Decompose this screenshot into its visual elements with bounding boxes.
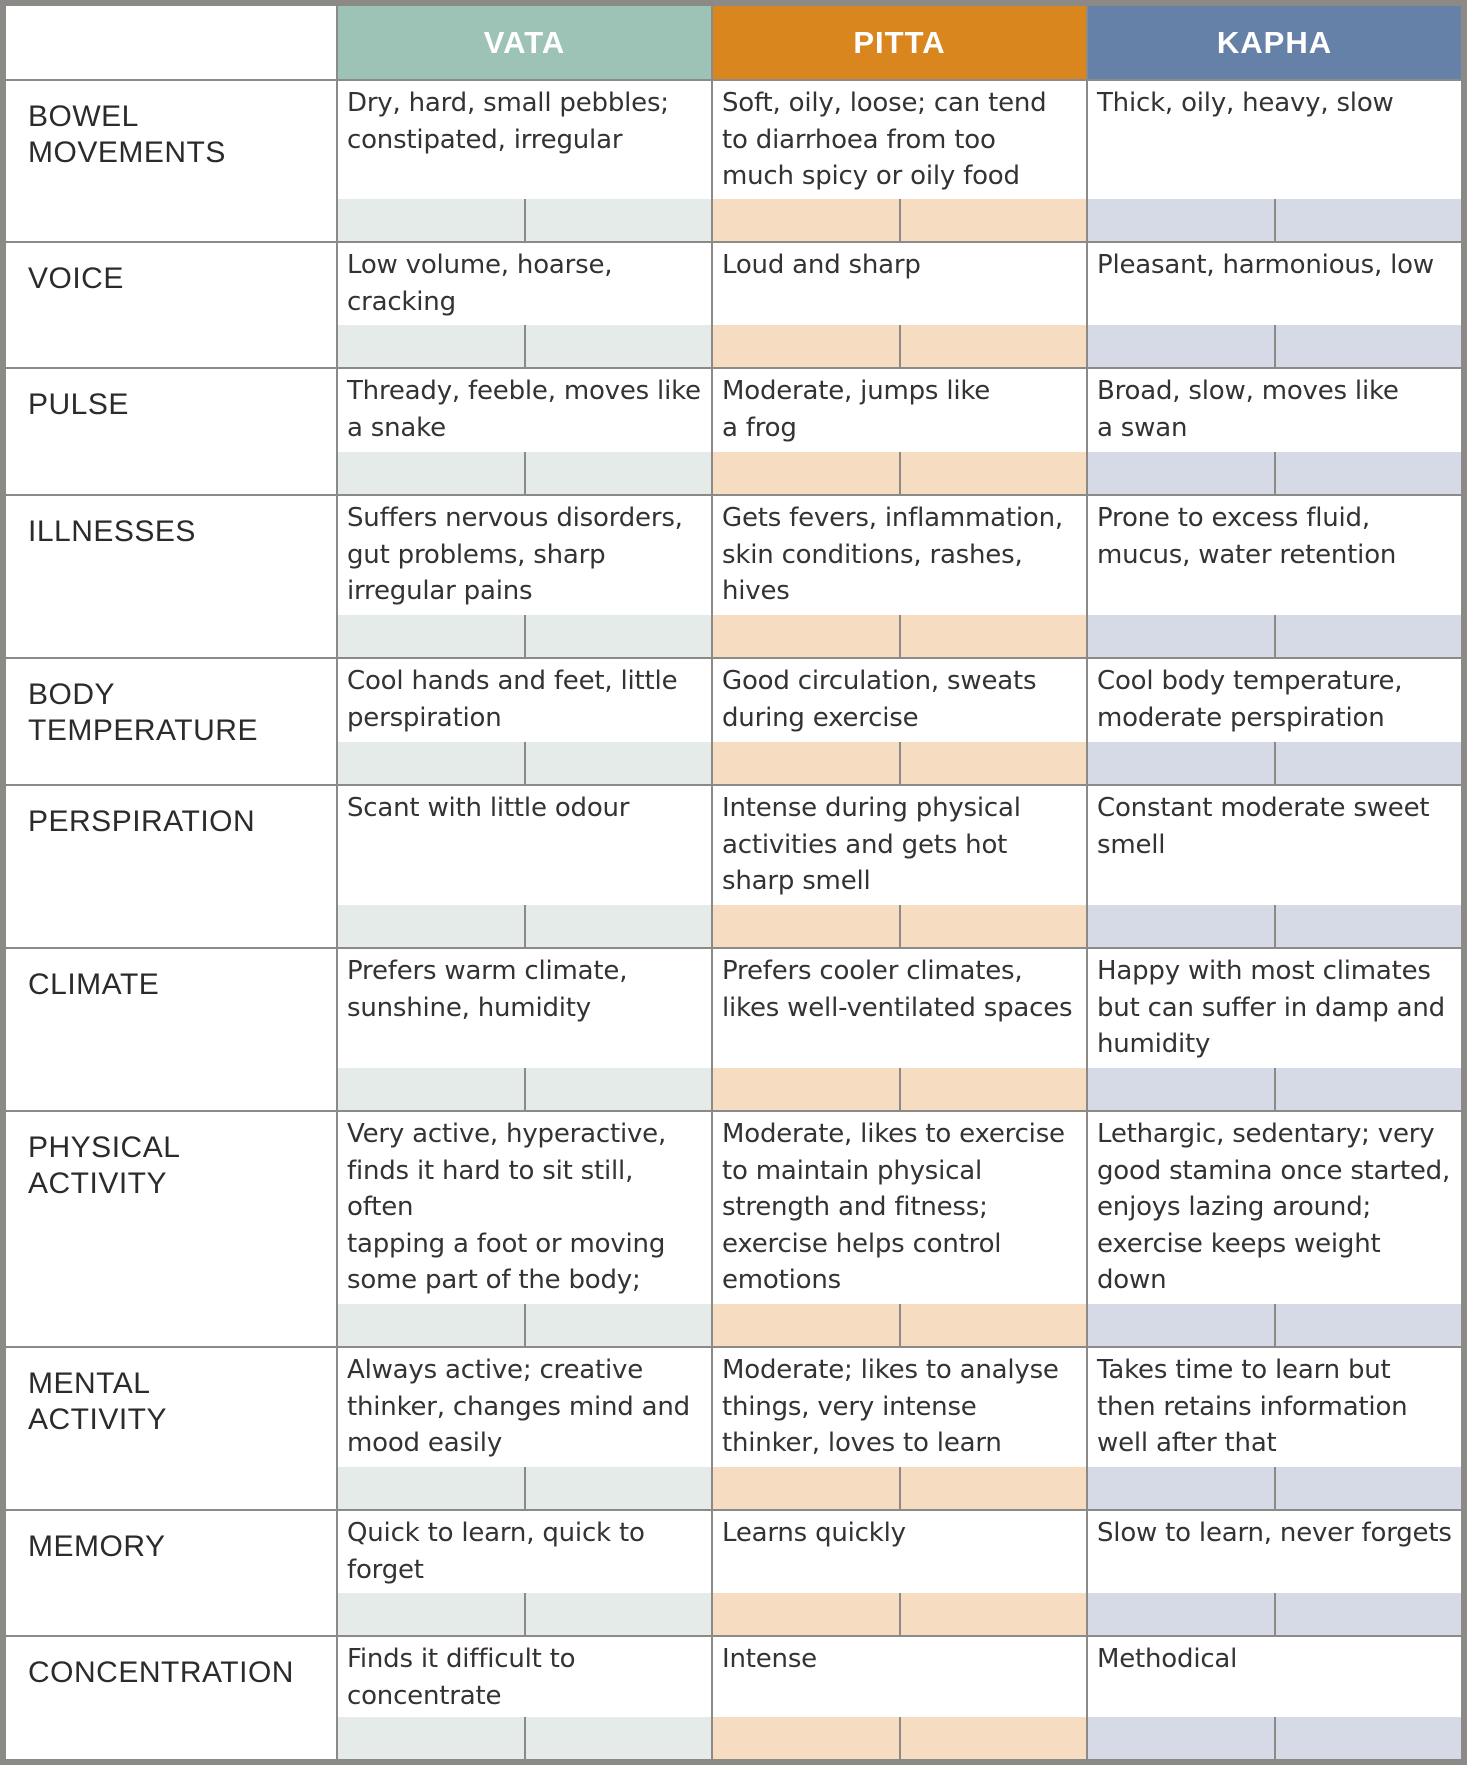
description-line: Prefers cooler climates, [722,956,1023,986]
row-label-line: TEMPERATURE [28,714,258,747]
row-label [6,1112,338,1348]
kapha-cell [1088,949,1461,1112]
description-line: Very active, hyperactive, [347,1119,667,1149]
pitta-cell [713,1637,1088,1759]
description-line: thinker, changes mind and [347,1391,690,1422]
description-line: strength and fitness; [722,1192,988,1222]
description-line: Prone to excess fluid, [1097,503,1370,533]
score-band-divider [899,742,901,784]
pitta-description [713,786,1086,900]
description-line: a frog [722,412,797,443]
score-band-divider [899,615,901,657]
description-line: perspiration [347,702,502,733]
score-band-divider [899,452,901,494]
description-line: but can suffer in damp and [1097,992,1445,1023]
description-line: Broad, slow, moves like [1097,376,1399,406]
row-label [6,786,338,949]
description-line: Intense during physical [722,793,1021,823]
description-line: Moderate, jumps like [722,376,991,406]
vata-score-band [338,325,711,367]
score-band-divider [1274,452,1276,494]
kapha-score-band [1088,1068,1461,1110]
row-label-line: CLIMATE [28,968,160,1001]
vata-cell [338,496,713,659]
pitta-description [713,81,1086,195]
column-header-vata: VATA [338,6,713,81]
score-band-divider [1274,1593,1276,1635]
description-line: smell [1097,829,1166,860]
vata-description [338,949,711,1026]
score-band-divider [1274,325,1276,367]
score-band-divider [899,905,901,947]
score-band-divider [1274,199,1276,241]
score-band-divider [524,1717,526,1759]
row-label-line: VOICE [28,262,124,295]
kapha-score-band [1088,1467,1461,1509]
score-band-divider [1274,1717,1276,1759]
pitta-cell [713,786,1088,949]
pitta-score-band [713,199,1086,241]
vata-score-band [338,615,711,657]
kapha-description [1088,81,1461,122]
pitta-description [713,243,1086,284]
pitta-score-band [713,1467,1086,1509]
vata-cell [338,949,713,1112]
pitta-score-band [713,905,1086,947]
kapha-description [1088,243,1461,284]
score-band-divider [524,1304,526,1346]
score-band-divider [524,905,526,947]
pitta-score-band [713,1593,1086,1635]
pitta-description [713,949,1086,1026]
description-line: mucus, water retention [1097,539,1397,570]
description-line: likes well-ventilated spaces [722,992,1073,1023]
vata-description [338,1511,711,1588]
description-line: sharp smell [722,866,871,896]
description-line: humidity [1097,1029,1211,1059]
vata-score-band [338,1304,711,1346]
description-line: gut problems, sharp [347,539,606,570]
kapha-description [1088,949,1461,1063]
score-band-divider [1274,1467,1276,1509]
vata-description [338,786,711,827]
score-band-divider [899,1068,901,1110]
description-line: things, very intense [722,1391,977,1422]
description-line: activities and gets hot [722,829,1008,860]
vata-score-band [338,452,711,494]
kapha-cell [1088,1112,1461,1348]
description-line: Prefers warm climate, [347,956,628,986]
kapha-cell [1088,1348,1461,1511]
description-line: thinker, loves to learn [722,1428,1002,1458]
pitta-description [713,1511,1086,1552]
vata-description [338,81,711,158]
pitta-score-band [713,325,1086,367]
pitta-cell [713,1112,1088,1348]
kapha-description [1088,369,1461,446]
kapha-score-band [1088,1593,1461,1635]
pitta-cell [713,659,1088,786]
row-label [6,369,338,496]
score-band-divider [1274,1304,1276,1346]
row-label-line: BODY [28,678,116,711]
description-line: Intense [722,1644,817,1674]
vata-cell [338,369,713,496]
kapha-score-band [1088,615,1461,657]
description-line: during exercise [722,702,919,733]
description-line: Moderate; likes to analyse [722,1355,1059,1385]
kapha-score-band [1088,199,1461,241]
vata-description [338,1637,711,1714]
description-line: constipated, irregular [347,124,623,155]
description-line: to maintain physical [722,1155,983,1186]
description-line: Soft, oily, loose; can tend [722,88,1047,118]
description-line: Quick to learn, quick to [347,1518,645,1548]
description-line: Pleasant, harmonious, low [1097,250,1434,280]
description-line: cracking [347,286,456,317]
pitta-description [713,496,1086,610]
score-band-divider [899,1304,901,1346]
description-line: Low volume, hoarse, [347,250,613,280]
vata-score-band [338,1593,711,1635]
pitta-description [713,1112,1086,1299]
row-label-line: BOWEL [28,100,139,133]
row-label-line: ACTIVITY [28,1403,168,1436]
row-label-line: MOVEMENTS [28,136,226,169]
vata-cell [338,786,713,949]
score-band-divider [1274,1068,1276,1110]
vata-description [338,369,711,446]
score-band-divider [524,199,526,241]
description-line: Finds it difficult to [347,1644,576,1674]
vata-cell [338,659,713,786]
description-line: a snake [347,412,446,443]
score-band-divider [899,1467,901,1509]
description-line: mood easily [347,1428,503,1458]
description-line: hives [722,576,790,606]
description-line: Loud and sharp [722,250,921,280]
description-line: Gets fevers, inflammation, [722,503,1063,533]
kapha-cell [1088,786,1461,949]
description-line: forget [347,1554,424,1585]
description-line: Always active; creative [347,1355,643,1385]
row-label [6,243,338,369]
description-line: Learns quickly [722,1518,906,1548]
row-label [6,659,338,786]
table-grid [6,6,1461,1759]
description-line: Good circulation, sweats [722,666,1037,696]
description-line: well after that [1097,1428,1277,1458]
vata-cell [338,1112,713,1348]
pitta-description [713,369,1086,446]
description-line: skin conditions, rashes, [722,539,1023,570]
kapha-cell [1088,659,1461,786]
vata-cell [338,1637,713,1759]
description-line: sunshine, humidity [347,992,591,1023]
pitta-cell [713,496,1088,659]
vata-score-band [338,1717,711,1759]
kapha-score-band [1088,325,1461,367]
description-line: exercise keeps weight down [1097,1228,1381,1295]
kapha-cell [1088,369,1461,496]
description-line: tapping a foot or moving [347,1228,666,1259]
pitta-description [713,659,1086,736]
score-band-divider [1274,905,1276,947]
kapha-score-band [1088,742,1461,784]
kapha-score-band [1088,1717,1461,1759]
score-band-divider [524,742,526,784]
description-line: Methodical [1097,1644,1238,1674]
kapha-score-band [1088,452,1461,494]
row-label [6,949,338,1112]
header-corner [6,6,338,81]
pitta-cell [713,1511,1088,1637]
kapha-score-band [1088,1304,1461,1346]
description-line: good stamina once started, [1097,1155,1451,1186]
column-header-kapha: KAPHA [1088,6,1461,81]
kapha-cell [1088,243,1461,369]
pitta-score-band [713,1304,1086,1346]
description-line: concentrate [347,1680,502,1711]
pitta-cell [713,369,1088,496]
description-line: Cool hands and feet, little [347,666,678,696]
pitta-description [713,1348,1086,1462]
description-line: moderate perspiration [1097,702,1385,733]
description-line: emotions [722,1265,841,1295]
vata-description [338,243,711,320]
description-line: finds it hard to sit still, often [347,1155,634,1222]
score-band-divider [899,1593,901,1635]
description-line: Lethargic, sedentary; very [1097,1119,1435,1149]
vata-description [338,496,711,610]
kapha-cell [1088,81,1461,243]
kapha-description [1088,786,1461,863]
vata-score-band [338,742,711,784]
vata-description [338,1348,711,1462]
pitta-description [713,1637,1086,1678]
row-label-line: PULSE [28,388,129,421]
pitta-cell [713,81,1088,243]
score-band-divider [524,1068,526,1110]
kapha-cell [1088,1637,1461,1759]
row-label-line: PHYSICAL [28,1131,181,1164]
score-band-divider [899,325,901,367]
description-line: Scant with little odour [347,793,630,823]
description-line: Happy with most climates [1097,956,1431,986]
row-label [6,1511,338,1637]
vata-cell [338,243,713,369]
row-label-line: MEMORY [28,1530,166,1563]
row-label-line: ACTIVITY [28,1167,168,1200]
kapha-description [1088,1637,1461,1678]
description-line: enjoys lazing around; [1097,1192,1372,1222]
description-line: Dry, hard, small pebbles; [347,88,669,118]
row-label [6,496,338,659]
vata-score-band [338,905,711,947]
score-band-divider [1274,615,1276,657]
pitta-cell [713,949,1088,1112]
pitta-cell [713,1348,1088,1511]
description-line: Cool body temperature, [1097,666,1403,696]
description-line: exercise helps control [722,1228,1002,1259]
score-band-divider [899,1717,901,1759]
description-line: irregular pains [347,576,533,606]
score-band-divider [524,452,526,494]
description-line: Constant moderate sweet [1097,793,1430,823]
description-line: Moderate, likes to exercise [722,1119,1065,1149]
column-header-pitta: PITTA [713,6,1088,81]
description-line: to diarrhoea from too [722,124,996,155]
kapha-description [1088,1348,1461,1462]
description-line: some part of the body; [347,1265,641,1295]
score-band-divider [524,1467,526,1509]
description-line: Suffers nervous disorders, [347,503,683,533]
kapha-cell [1088,496,1461,659]
description-line: a swan [1097,412,1188,443]
vata-score-band [338,199,711,241]
row-label [6,1348,338,1511]
pitta-score-band [713,1717,1086,1759]
vata-score-band [338,1068,711,1110]
row-label-line: ILLNESSES [28,515,196,548]
description-line: Thready, feeble, moves like [347,376,701,406]
pitta-score-band [713,1068,1086,1110]
row-label [6,81,338,243]
vata-score-band [338,1467,711,1509]
pitta-score-band [713,742,1086,784]
score-band-divider [524,325,526,367]
pitta-score-band [713,452,1086,494]
description-line: Takes time to learn but [1097,1355,1391,1385]
description-line: Slow to learn, never forgets [1097,1518,1452,1548]
row-label [6,1637,338,1759]
kapha-description [1088,1511,1461,1552]
pitta-cell [713,243,1088,369]
row-label-line: MENTAL [28,1367,151,1400]
score-band-divider [524,1593,526,1635]
kapha-description [1088,1112,1461,1299]
vata-description [338,1112,711,1335]
kapha-score-band [1088,905,1461,947]
score-band-divider [524,615,526,657]
vata-cell [338,1348,713,1511]
score-band-divider [1274,742,1276,784]
row-label-line: PERSPIRATION [28,805,256,838]
kapha-description [1088,659,1461,736]
description-line: much spicy or oily food [722,161,1020,191]
kapha-cell [1088,1511,1461,1637]
score-band-divider [899,199,901,241]
vata-cell [338,81,713,243]
kapha-description [1088,496,1461,573]
pitta-score-band [713,615,1086,657]
vata-description [338,659,711,736]
description-line: then retains information [1097,1391,1408,1422]
row-label-line: CONCENTRATION [28,1656,294,1689]
description-line: Thick, oily, heavy, slow [1097,88,1394,118]
vata-cell [338,1511,713,1637]
